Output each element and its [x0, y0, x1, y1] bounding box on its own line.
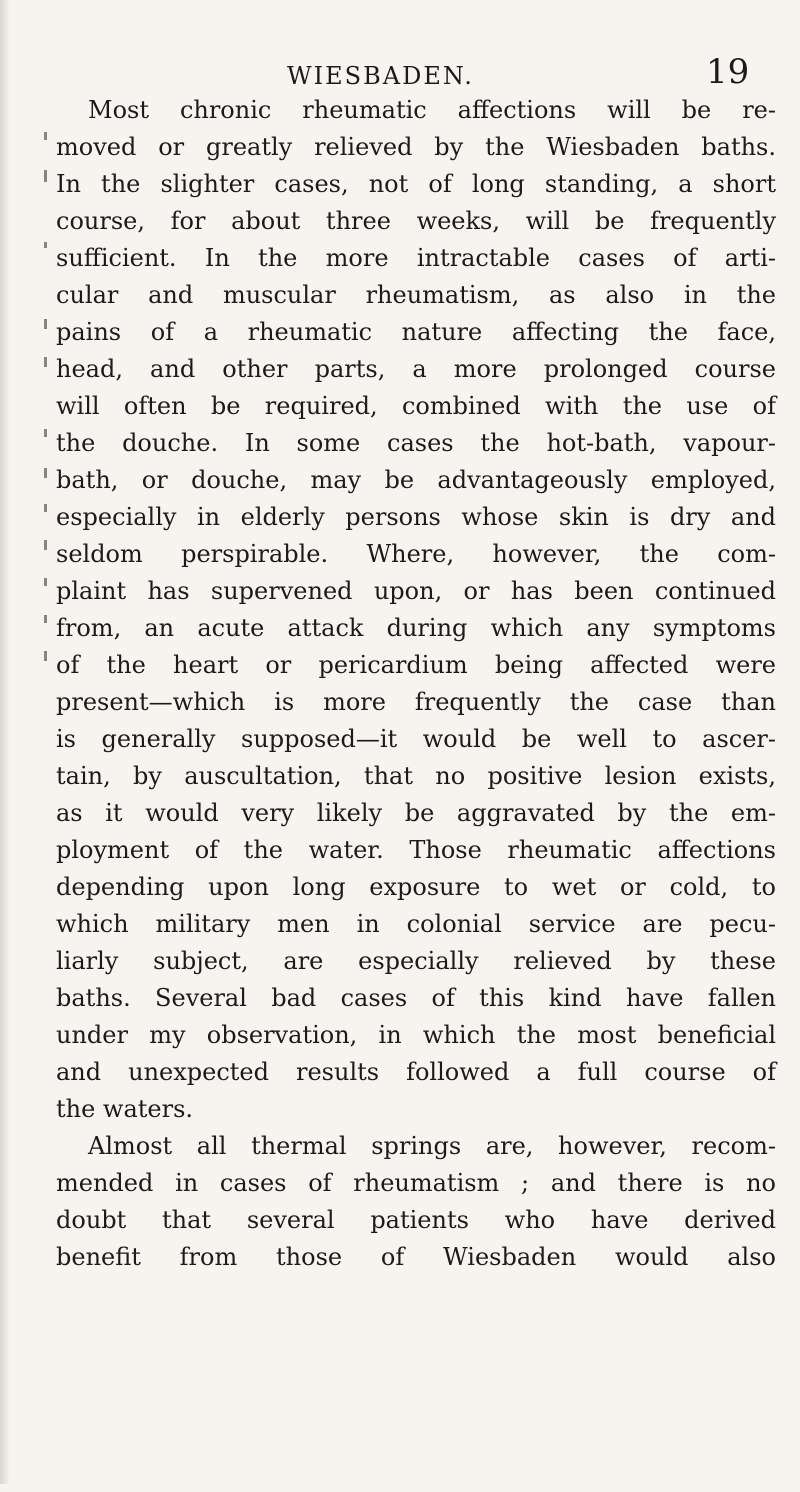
text-line: is generally supposed—it would be well to ascer-	[56, 725, 776, 753]
text-line: especially in elderly persons whose skin is dry and	[56, 503, 776, 531]
text-line: as it would very likely be aggravated by the em-	[56, 799, 776, 827]
text-line: doubt that several patients who have derived	[56, 1206, 776, 1234]
paragraph-2	[56, 1128, 776, 1276]
margin-print-marks	[44, 92, 54, 1492]
text-line: sufficient. In the more intractable cases of arti-	[56, 244, 776, 272]
text-line: and unexpected results followed a full course of	[56, 1058, 776, 1086]
text-line: ployment of the water. Those rheumatic affections	[56, 836, 776, 864]
text-line: Most chronic rheumatic affections will be re-	[88, 96, 776, 124]
text-line: depending upon long exposure to wet or cold, to	[56, 873, 776, 901]
text-line: the douche. In some cases the hot-bath, vapour-	[56, 429, 776, 457]
text-line: benefit from those of Wiesbaden would also	[56, 1243, 776, 1271]
text-line: bath, or douche, may be advantageously employed,	[56, 466, 776, 494]
text-line: under my observation, in which the most beneficial	[56, 1021, 776, 1049]
binding-shadow	[0, 0, 10, 1484]
text-line: baths. Several bad cases of this kind have fallen	[56, 984, 776, 1012]
body-text	[56, 92, 776, 1276]
text-line: the waters.	[56, 1095, 194, 1123]
text-line: seldom perspirable. Where, however, the com-	[56, 540, 776, 568]
running-title: WIESBADEN.	[287, 62, 474, 90]
text-line: plaint has supervened upon, or has been continued	[56, 577, 776, 605]
text-line: mended in cases of rheumatism ; and there is no	[56, 1169, 776, 1197]
text-line: tain, by auscultation, that no positive lesion exists,	[56, 762, 776, 790]
text-line: will often be required, combined with the use of	[56, 392, 776, 420]
text-line: moved or greatly relieved by the Wiesbaden baths.	[56, 133, 776, 161]
text-line: of the heart or pericardium being affected were	[56, 651, 776, 679]
text-line: course, for about three weeks, will be frequently	[56, 207, 776, 235]
text-line: Almost all thermal springs are, however, recom-	[88, 1132, 776, 1160]
text-line: from, an acute attack during which any symptoms	[56, 614, 776, 642]
text-line: pains of a rheumatic nature affecting the face,	[56, 318, 776, 346]
text-line: liarly subject, are especially relieved by these	[56, 947, 776, 975]
page-number: 19	[706, 52, 750, 92]
text-line: In the slighter cases, not of long standing, a short	[56, 170, 776, 198]
text-line: which military men in colonial service are pecu-	[56, 910, 776, 938]
text-line: present—which is more frequently the case than	[56, 688, 776, 716]
text-line: cular and muscular rheumatism, as also in the	[56, 281, 776, 309]
paragraph-1	[56, 92, 776, 1128]
text-line: head, and other parts, a more prolonged course	[56, 355, 776, 383]
